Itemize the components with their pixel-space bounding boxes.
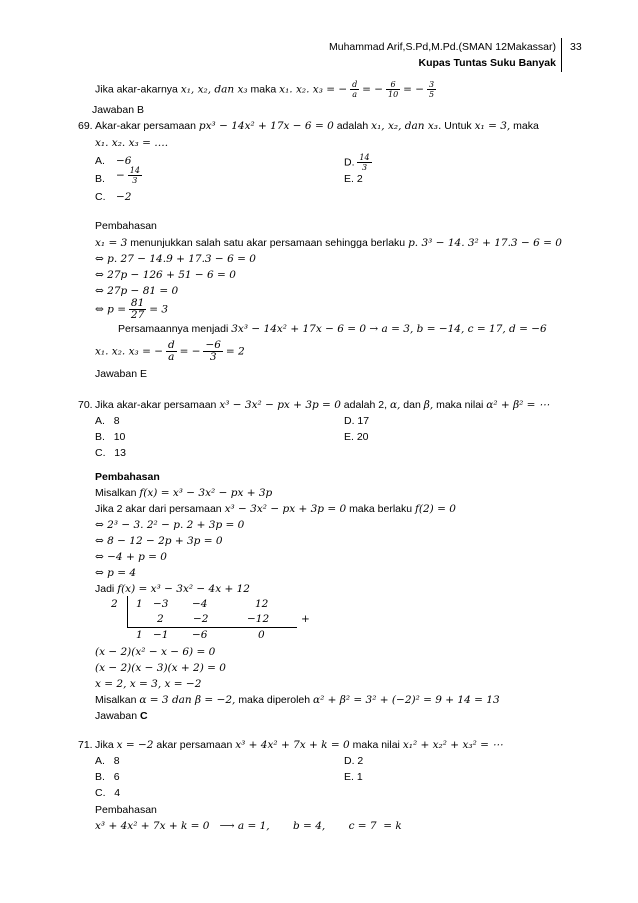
- intro-line: Jika akar-akarnya x₁, x₂, dan x₃ maka x₁. x₂. x₃ = − $\frac{d}{a}$ = − $\frac{6}{10}$ = − $\frac{3}{5}$: [95, 80, 435, 99]
- horner-cell: −4: [192, 598, 208, 610]
- fraction-6-over-10: $\frac{6}{10}$: [388, 80, 399, 99]
- q70-option-b: B. 10: [95, 431, 126, 443]
- q70-option-a: A. 8: [95, 415, 120, 427]
- horner-cell: −6: [192, 629, 208, 641]
- q69-number: 69.: [78, 120, 93, 132]
- q69-option-e: E. 2: [344, 173, 363, 185]
- q69-option-b: − $\frac{14}{3}$: [116, 166, 140, 185]
- q69-step-1: x₁ = 3 menunjukkan salah satu akar persamaan sehingga berlaku p. 3³ − 14. 3² + 17.3 − 6 = 0: [95, 237, 562, 249]
- q70-line-6: ⇔ p = 4: [95, 567, 137, 579]
- q69-step-7: x₁. x₂. x₃ = − $\frac{d}{a}$ = − $\frac{-6}{3}$ = 2: [95, 339, 245, 363]
- q69-stem-line2: x₁. x₂. x₃ = ….: [95, 137, 169, 149]
- q70-answer: Jawaban C: [95, 710, 148, 722]
- q71-number: 71.: [78, 739, 93, 751]
- q71-option-e: E. 1: [344, 771, 363, 783]
- q69-stem: Akar-akar persamaan px³ − 14x² + 17x − 6 = 0 adalah x₁, x₂, dan x₃. Untuk x₁ = 3, maka: [95, 120, 539, 132]
- q70-factor-3: x = 2, x = 3, x = −2: [95, 678, 202, 690]
- fraction-3-over-5: $\frac{3}{5}$: [428, 80, 435, 99]
- horner-cell: −3: [153, 598, 169, 610]
- header-divider: [561, 38, 562, 72]
- horner-plus: +: [301, 613, 310, 625]
- header-subtitle: Kupas Tuntas Suku Banyak: [418, 57, 556, 69]
- q70-option-d: D. 17: [344, 415, 370, 427]
- q70-line-5: ⇔ −4 + p = 0: [95, 551, 167, 563]
- q69-option-b-label: B.: [95, 173, 105, 185]
- q70-line-4: ⇔ 8 − 12 − 2p + 3p = 0: [95, 535, 223, 547]
- horner-cell: −1: [153, 629, 169, 641]
- q70-stem: Jika akar-akar persamaan x³ − 3x² − px + 3p = 0 adalah 2, α, dan β, maka nilai α² + β² = ⋯: [95, 399, 550, 411]
- horner-cell: 1: [136, 598, 143, 610]
- q70-line-2: Jika 2 akar dari persamaan x³ − 3x² − px + 3p = 0 maka berlaku f(2) = 0: [95, 503, 456, 515]
- q70-option-c: C. 13: [95, 447, 126, 459]
- q70-option-e: E. 20: [344, 431, 369, 443]
- horner-cell: −2: [193, 613, 209, 625]
- fraction-d-over-a: $\frac{d}{a}$: [352, 80, 358, 99]
- q69-option-c-label: C.: [95, 191, 106, 203]
- q70-pembahasan: Pembahasan: [95, 471, 160, 483]
- q69-step-4: ⇔ 27p − 81 = 0: [95, 285, 179, 297]
- horner-cell: −12: [247, 613, 270, 625]
- horner-cell: 1: [136, 629, 143, 641]
- q69-step-3: ⇔ 27p − 126 + 51 − 6 = 0: [95, 269, 236, 281]
- horner-cell: 12: [255, 598, 269, 610]
- q70-line-7: Jadi f(x) = x³ − 3x² − 4x + 12: [95, 583, 250, 595]
- q69-option-a-label: A.: [95, 155, 105, 167]
- q71-stem: Jika x = −2 akar persamaan x³ + 4x² + 7x + k = 0 maka nilai x₁² + x₂² + x₃² = ⋯: [95, 739, 503, 751]
- horner-divider: [127, 596, 128, 628]
- q71-option-c: C. 4: [95, 787, 121, 799]
- page-number: 33: [570, 41, 582, 53]
- horner-cell: 2: [157, 613, 164, 625]
- q70-misalkan: Misalkan α = 3 dan β = −2, maka diperoleh α² + β² = 3² + (−2)² = 9 + 14 = 13: [95, 694, 500, 706]
- q70-line-3: ⇔ 2³ − 3. 2² − p. 2 + 3p = 0: [95, 519, 245, 531]
- intro-answer: Jawaban B: [92, 104, 144, 116]
- q69-option-a: −6: [116, 155, 132, 167]
- q70-line-1: Misalkan f(x) = x³ − 3x² − px + 3p: [95, 487, 273, 499]
- q69-pembahasan: Pembahasan: [95, 220, 157, 232]
- q71-option-a: A. 8: [95, 755, 120, 767]
- q71-pembahasan: Pembahasan: [95, 804, 157, 816]
- q70-factor-1: (x − 2)(x² − x − 6) = 0: [95, 646, 216, 658]
- q71-option-d: D. 2: [344, 755, 364, 767]
- header-author: Muhammad Arif,S.Pd,M.Pd.(SMAN 12Makassar): [329, 41, 556, 53]
- q70-factor-2: (x − 2)(x − 3)(x + 2) = 0: [95, 662, 226, 674]
- q69-option-c: −2: [116, 191, 132, 203]
- q71-option-b: B. 6: [95, 771, 120, 783]
- q69-step-2: ⇔ p. 27 − 14.9 + 17.3 − 6 = 0: [95, 253, 256, 265]
- q69-answer: Jawaban E: [95, 368, 147, 380]
- q69-option-d: D. $\frac{14}{3}$: [344, 153, 370, 172]
- q69-step-6: Persamaannya menjadi 3x³ − 14x² + 17x − 6 = 0 → a = 3, b = −14, c = 17, d = −6: [118, 323, 547, 335]
- horner-root: 2: [111, 598, 118, 610]
- q70-number: 70.: [78, 399, 93, 411]
- q71-line-1: x³ + 4x² + 7x + k = 0 ⟶ a = 1, b = 4, c = 7 = k: [95, 820, 402, 832]
- horner-cell: 0: [258, 629, 265, 641]
- q69-step-5: ⇔ p = $\frac{81}{27}$ = 3: [95, 297, 169, 321]
